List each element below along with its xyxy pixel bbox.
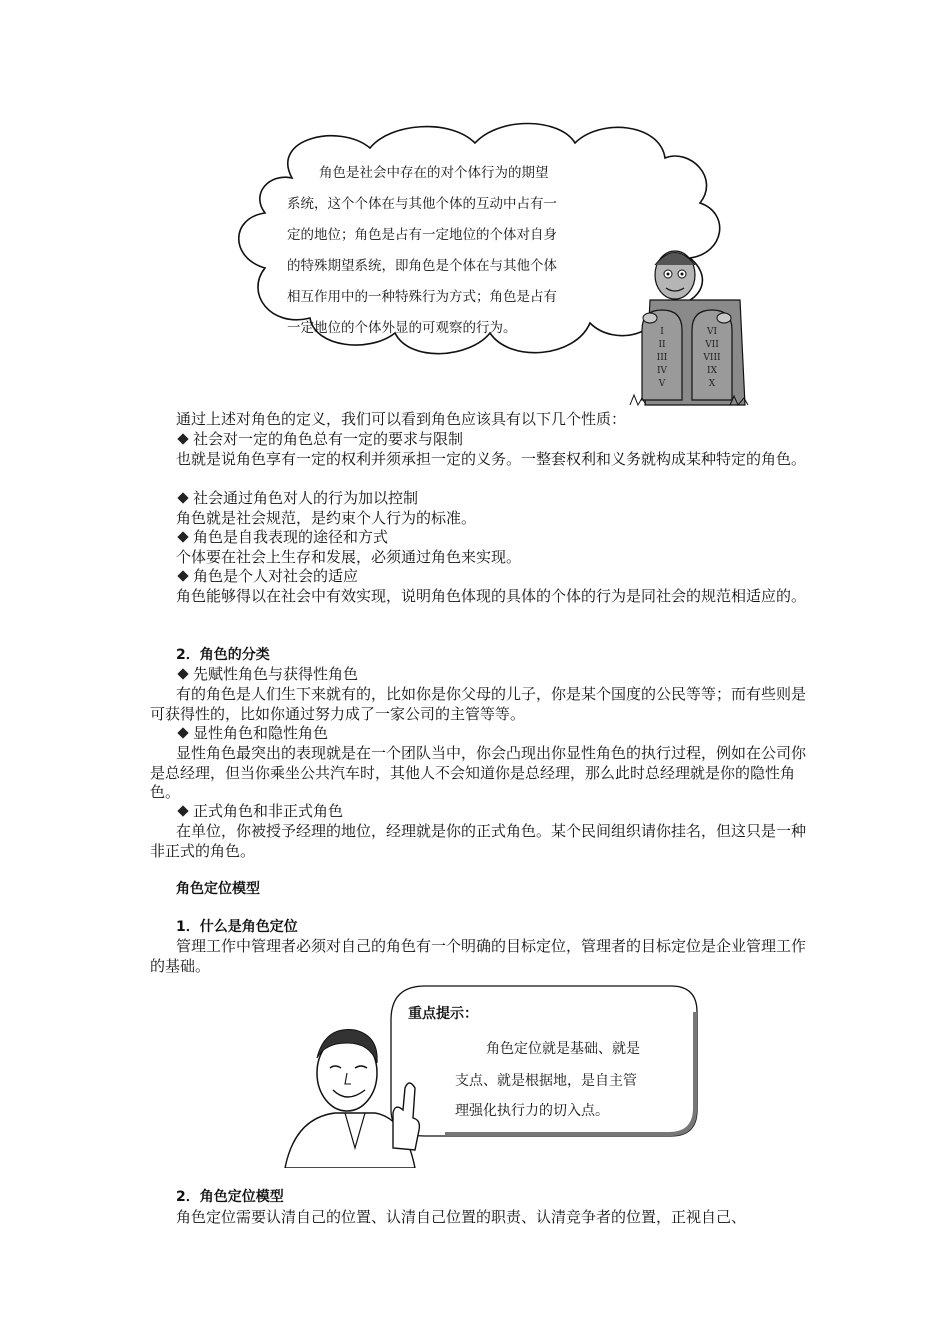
- class-3-title: [176, 802, 343, 822]
- section-model-text: 角色定位需要认清自己的位置、认清自己位置的职责、认清竞争者的位置，正视自己、: [176, 1208, 747, 1226]
- diamond-bullet-icon: [177, 433, 188, 444]
- property-1-title: [176, 430, 463, 450]
- property-2-title: [176, 489, 418, 509]
- tip-line-2: 支点、就是根据地，是自主管: [455, 1073, 637, 1089]
- man-with-tablets-illustration: [620, 240, 770, 410]
- tablet-numeral: III: [656, 353, 668, 363]
- tablet-numeral: I: [660, 327, 664, 337]
- section-what-heading: 1．什么是角色定位: [176, 919, 298, 935]
- tablet-numeral: VI: [706, 327, 718, 337]
- property-1-text: 也就是说角色享有一定的权利并须承担一定的义务。一整套权利和义务就构成某种特定的角色。: [176, 450, 807, 468]
- class-2-text: 显性角色最突出的表现就是在一个团队当中，你会凸现出你显性角色的执行过程，例如在公司你是总经理，但当你乘坐公共汽车时，其他人不会知道你是总经理，那么此时总经理就是你的隐性角色。: [150, 744, 807, 801]
- cloud-line-3: 定的地位；角色是占有一定地位的个体对自身: [287, 227, 557, 243]
- property-title: 角色是自我表现的途径和方式: [193, 528, 389, 546]
- section-model-heading: 2．角色定位模型: [176, 1189, 284, 1205]
- diamond-bullet-icon: [177, 531, 188, 542]
- diamond-bullet-icon: [177, 668, 188, 679]
- diamond-bullet-icon: [177, 570, 188, 581]
- cloud-line-2: 系统，这个个体在与其他个体的互动中占有一: [287, 196, 557, 212]
- class-title: 显性角色和隐性角色: [193, 724, 329, 742]
- section-what-text: 管理工作中管理者必须对自己的角色有一个明确的目标定位，管理者的目标定位是企业管理工作的基础。: [150, 937, 807, 975]
- cloud-line-4: 的特殊期望系统，即角色是个体在与其他个体: [287, 258, 557, 274]
- tablet-numeral: V: [658, 379, 666, 389]
- property-title: 社会对一定的角色总有一定的要求与限制: [193, 430, 464, 448]
- diamond-bullet-icon: [177, 727, 188, 738]
- section-classification-heading: 2．角色的分类: [176, 647, 270, 663]
- class-2-title: [176, 724, 328, 744]
- tablet-numeral: II: [658, 340, 666, 350]
- class-title: 正式角色和非正式角色: [193, 802, 344, 820]
- property-title: 角色是个人对社会的适应: [193, 567, 359, 585]
- tip-line-1: 角色定位就是基础、就是: [486, 1041, 640, 1057]
- diamond-bullet-icon: [177, 805, 188, 816]
- tip-label: 重点提示：: [408, 1006, 478, 1022]
- class-1-title: [176, 665, 358, 685]
- class-3-text: 在单位，你被授予经理的地位，经理就是你的正式角色。某个民间组织请你挂名，但这只是一种非正式的角色。: [150, 822, 807, 860]
- cloud-line-5: 相互作用中的一种特殊行为方式；角色是占有: [287, 289, 557, 305]
- property-4-title: [176, 567, 358, 587]
- tablet-numeral: X: [708, 379, 716, 389]
- tablet-numeral: VII: [705, 340, 719, 350]
- intro-text: 通过上述对角色的定义，我们可以看到角色应该具有以下几个性质：: [176, 410, 627, 428]
- model-title: 角色定位模型: [176, 881, 260, 897]
- cloud-line-1: 角色是社会中存在的对个体行为的期望: [319, 165, 549, 181]
- cloud-line-6: 一定地位的个体外显的可观察的行为。: [287, 320, 517, 336]
- tablet-numeral: IV: [656, 366, 668, 376]
- class-1-text: 有的角色是人们生下来就有的，比如你是你父母的儿子，你是某个国度的公民等等；而有些则是可获得性的，比如你通过努力成了一家公司的主管等等。: [150, 685, 807, 723]
- tablet-numeral: VIII: [703, 353, 721, 363]
- property-3-text: 个体要在社会上生存和发展，必须通过角色来实现。: [176, 548, 522, 566]
- diamond-bullet-icon: [177, 492, 188, 503]
- property-3-title: [176, 528, 388, 548]
- pointing-man-illustration: [275, 1018, 435, 1168]
- property-title: 社会通过角色对人的行为加以控制: [193, 489, 419, 507]
- tablet-numeral: IX: [707, 366, 717, 376]
- property-2-text: 角色就是社会规范，是约束个人行为的标准。: [176, 509, 477, 527]
- class-title: 先赋性角色与获得性角色: [193, 665, 359, 683]
- property-4-text: 角色能够得以在社会中有效实现，说明角色体现的具体的个体的行为是同社会的规范相适应的。: [176, 587, 807, 605]
- tip-line-3: 理强化执行力的切入点。: [455, 1103, 609, 1119]
